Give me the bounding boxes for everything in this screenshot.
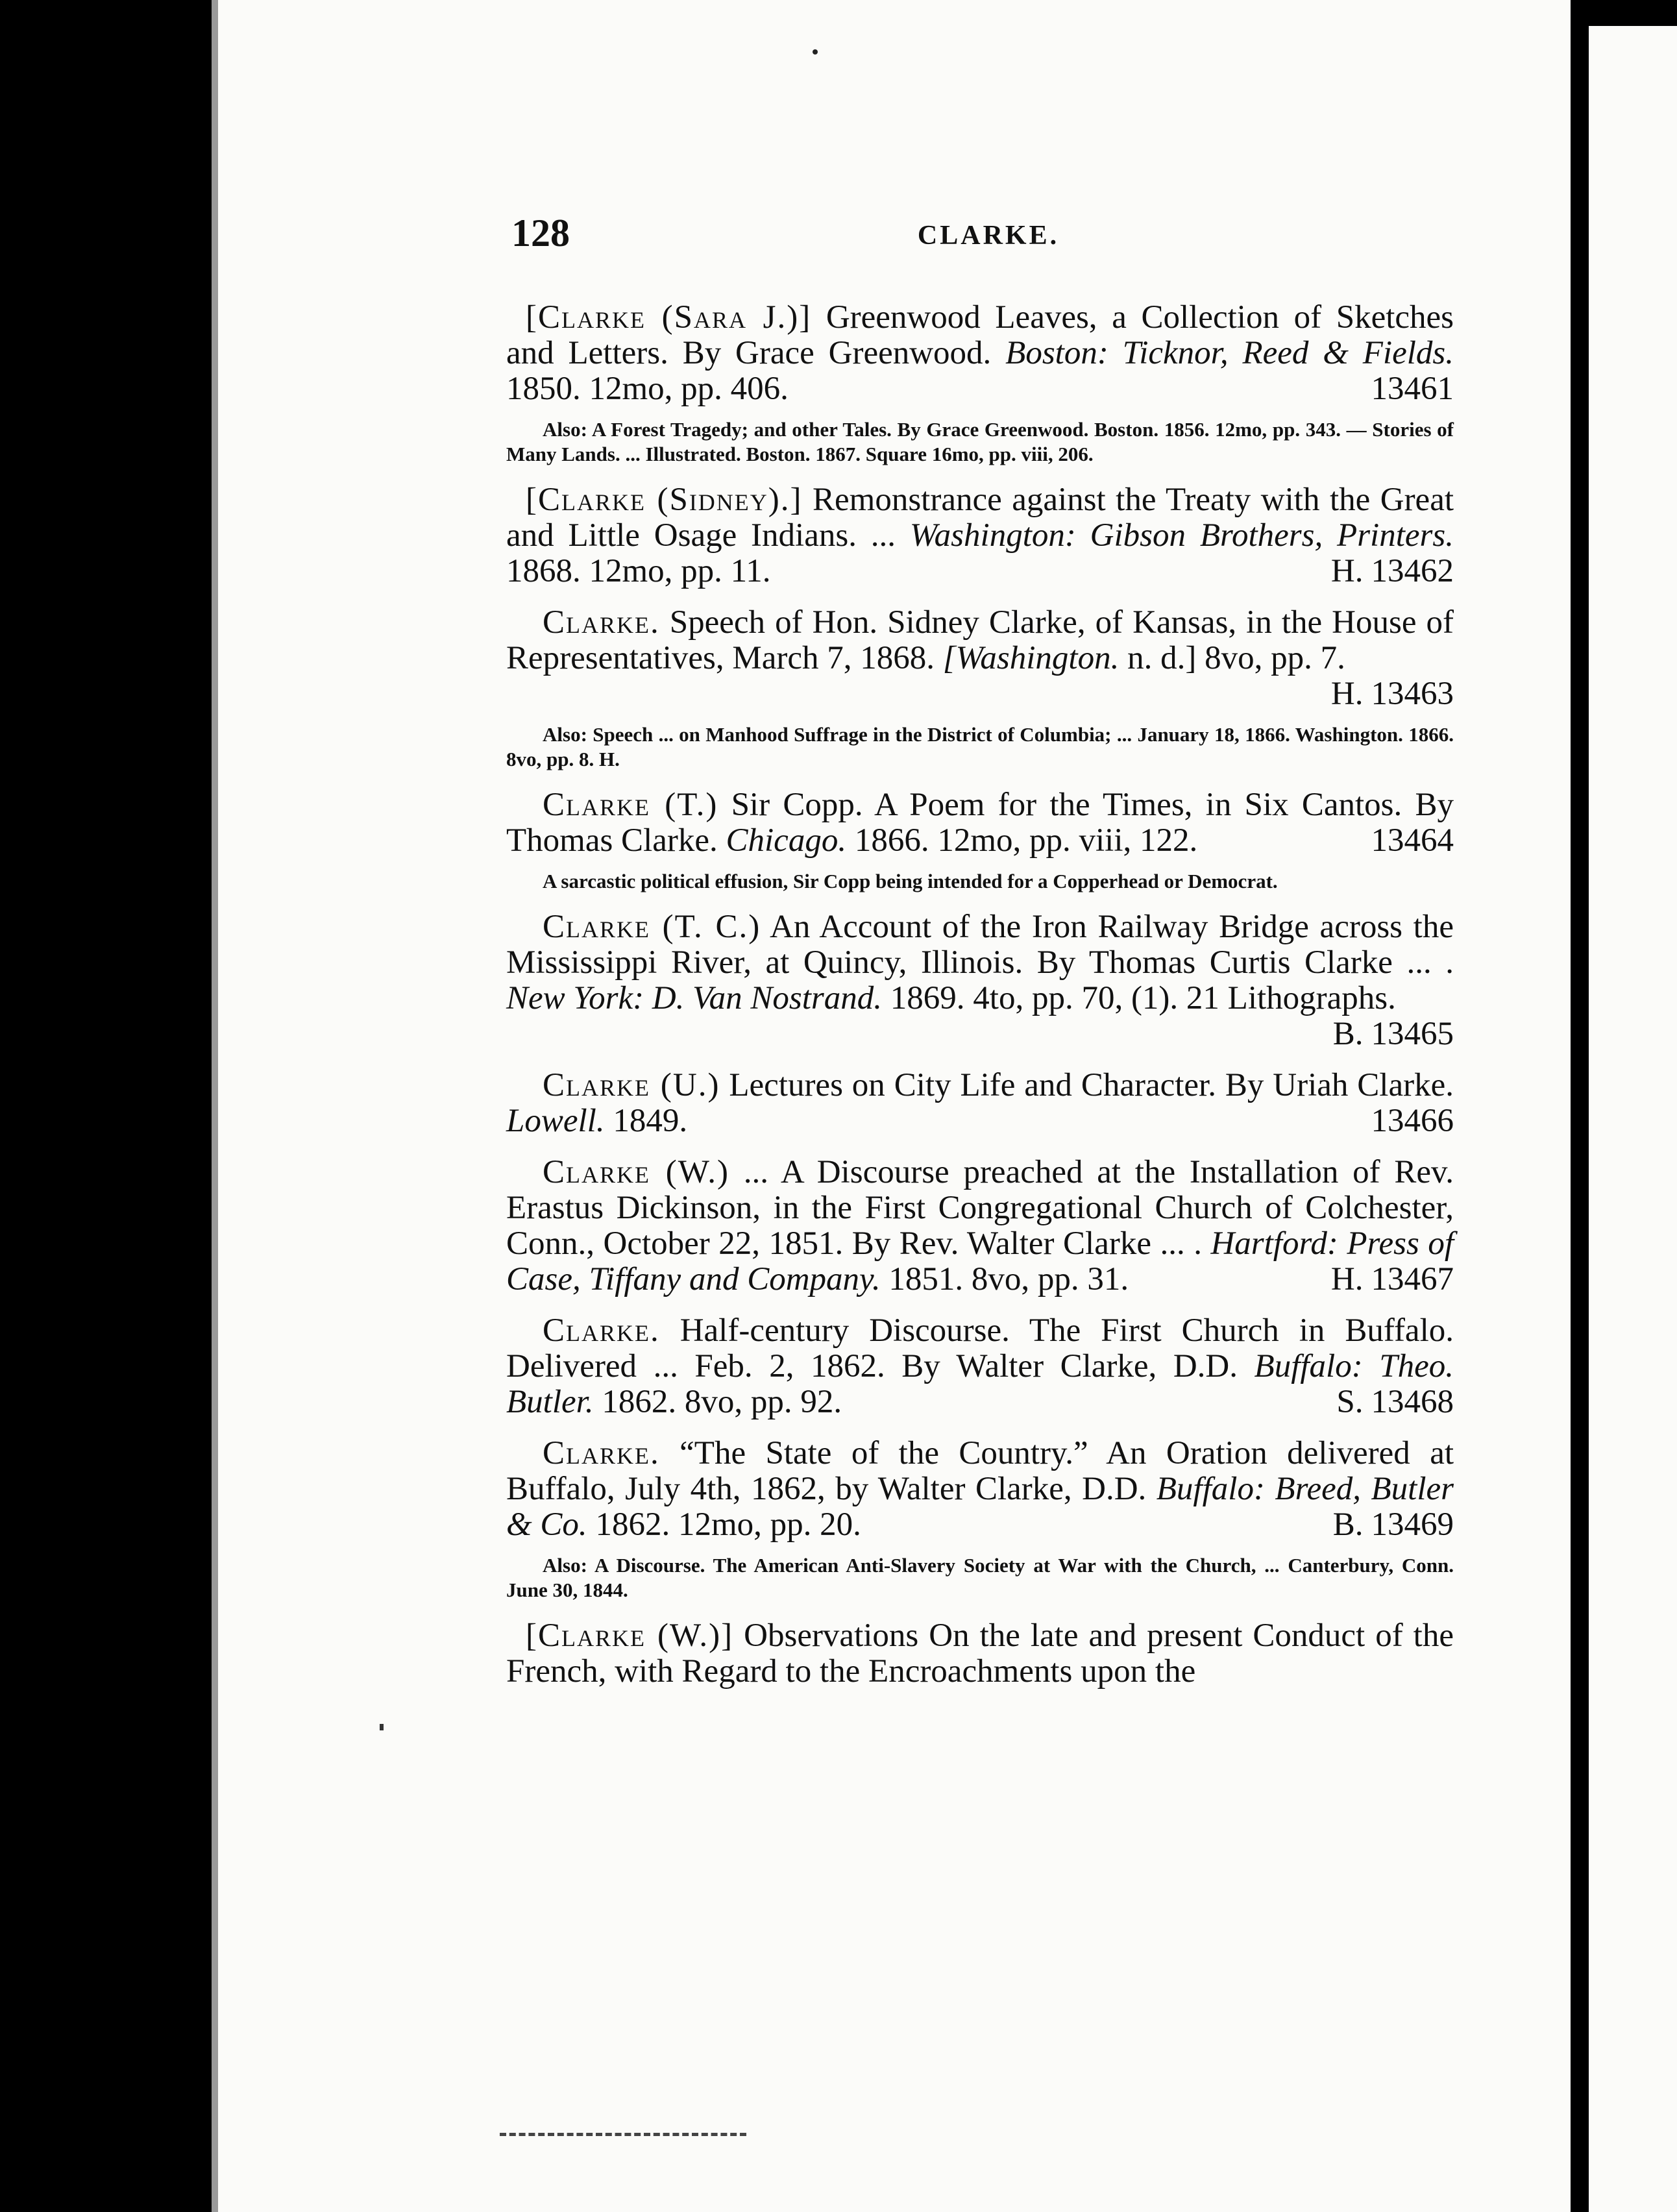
entry-body (506, 482, 1454, 589)
library-code: H. (1330, 1261, 1364, 1297)
entry-title: Observations On the late and present Conduct of the French, with Regard to the Encroachments upon the (506, 1617, 1454, 1690)
entry-imprint: Hartford: Press of Case, Tiffany and Company. (506, 1225, 1454, 1297)
entry-title: An Account of the Iron Railway Bridge across the Mississippi River, at Quincy, Illinois. By Thomas Curtis Clarke ... . (506, 909, 1454, 981)
bibliography-entry (506, 909, 1454, 1052)
entry-details: 1869. 4to, pp. 70, (1). 21 Lithographs. (882, 980, 1396, 1016)
facing-page-edge (1589, 26, 1677, 2212)
entry-details: 1868. 12mo, pp. 11. (506, 553, 771, 589)
catalog-number: 13466 (1371, 1103, 1454, 1139)
entry-title: “The State of the Country.” An Oration delivered at Buffalo, July 4th, 1862, by Walter Clarke, D.D. (506, 1435, 1454, 1507)
entry-body (506, 1436, 1454, 1543)
entry-heading: [Clarke (Sidney).] (526, 482, 803, 518)
library-code: S. (1336, 1384, 1364, 1420)
bibliography-entry (506, 787, 1454, 894)
entry-details: 1862. 8vo, pp. 92. (593, 1384, 842, 1420)
bibliography-entry (506, 1618, 1454, 1690)
catalog-number: 13464 (1371, 822, 1454, 859)
entry-number (1295, 676, 1454, 712)
bibliography-entry (506, 1313, 1454, 1420)
catalog-number: 13467 (1371, 1261, 1454, 1297)
bibliography-entry (506, 482, 1454, 589)
catalog-number: 13462 (1371, 553, 1454, 589)
scan-speck (813, 49, 818, 55)
page-header (511, 211, 1465, 269)
entry-heading: Clarke (W.) (543, 1154, 729, 1190)
entry-imprint: Buffalo: Breed, Butler & Co. (506, 1471, 1454, 1543)
bibliography-entry (506, 1436, 1454, 1603)
catalog-number: 13469 (1371, 1506, 1454, 1543)
entry-imprint: Boston: Ticknor, Reed & Fields. (1005, 335, 1454, 371)
bibliography-entry (506, 1155, 1454, 1297)
library-code: H. (1330, 676, 1364, 712)
entry-imprint: Washington: Gibson Brothers, Printers. (909, 517, 1454, 554)
entry-number (1300, 1384, 1454, 1420)
entry-heading: [Clarke (Sara J.)] (526, 299, 812, 336)
bibliography-entries (506, 300, 1454, 1705)
library-code: B. (1332, 1016, 1364, 1052)
entry-title: Remonstrance against the Treaty with the Great and Little Osage Indians. ... (506, 482, 1454, 554)
entry-body (506, 909, 1454, 1052)
library-code: H. (1330, 553, 1364, 589)
entry-body (506, 1618, 1454, 1690)
entry-heading: Clarke (T. C.) (543, 909, 761, 945)
entry-title: Half-century Discourse. The First Church in Buffalo. Delivered ... Feb. 2, 1862. By Walter Clarke, D.D. (506, 1312, 1454, 1384)
entry-title: Lectures on City Life and Character. By Uriah Clarke. (720, 1067, 1454, 1103)
entry-note: Also: A Discourse. The American Anti-Slavery Society at War with the Church, ... Canterbury, Conn. June 30, 1844. (506, 1554, 1454, 1601)
entry-imprint: Chicago. (726, 822, 847, 859)
entry-title: Sir Copp. A Poem for the Times, in Six Cantos. By Thomas Clarke. (506, 787, 1454, 859)
entry-heading: Clarke. (543, 1435, 660, 1471)
catalog-number: 13461 (1371, 371, 1454, 407)
entry-heading: Clarke (T.) (543, 787, 718, 823)
entry-body (506, 300, 1454, 407)
entry-heading: Clarke. (543, 604, 660, 641)
entry-number (1295, 1262, 1454, 1297)
entry-details: 1849. (604, 1103, 688, 1139)
bibliography-entry (506, 1068, 1454, 1139)
entry-title: ... A Discourse preached at the Installation of Rev. Erastus Dickinson, in the First Congregational Church of Colchester, Conn., October 22, 1851. By Rev. Walter Clarke ... . (506, 1154, 1454, 1262)
entry-imprint: Lowell. (506, 1103, 605, 1139)
entry-body (506, 1068, 1454, 1139)
entry-heading: [Clarke (W.)] (526, 1617, 734, 1654)
entry-body (506, 787, 1454, 859)
page-number: 128 (511, 212, 570, 254)
entry-details: 1866. 12mo, pp. viii, 122. (846, 822, 1198, 859)
entry-number (1335, 1103, 1454, 1139)
entry-imprint: [Washington. (942, 640, 1120, 676)
entry-note: A sarcastic political effusion, Sir Copp being intended for a Copperhead or Democrat. (543, 870, 1278, 892)
bibliography-entry (506, 300, 1454, 467)
running-head: CLARKE. (917, 221, 1060, 251)
entry-number (1297, 1507, 1454, 1543)
entry-heading: Clarke (U.) (543, 1067, 720, 1103)
entry-note: Also: A Forest Tragedy; and other Tales. By Grace Greenwood. Boston. 1856. 12mo, pp. 343. — Stories of Many Lands. ... Illustrated. Boston. 1867. Square 16mo, pp. viii, 206. (506, 418, 1454, 465)
entry-body (506, 1313, 1454, 1420)
library-code: B. (1332, 1506, 1364, 1543)
bibliography-entry (506, 605, 1454, 772)
entry-body (506, 1155, 1454, 1297)
entry-title: Greenwood Leaves, a Collection of Sketches and Letters. By Grace Greenwood. (506, 299, 1454, 371)
entry-number (1335, 823, 1454, 859)
entry-details: 1862. 12mo, pp. 20. (587, 1506, 861, 1543)
scan-speck (380, 1724, 384, 1730)
catalog-number: 13468 (1371, 1384, 1454, 1420)
scan-artifact (500, 2124, 746, 2136)
entry-number (1297, 1016, 1454, 1052)
entry-body (506, 605, 1454, 712)
entry-details: 1850. 12mo, pp. 406. (506, 371, 789, 407)
entry-title: Speech of Hon. Sidney Clarke, of Kansas, in the House of Representatives, March 7, 1868. (506, 604, 1454, 676)
entry-number (1352, 371, 1454, 407)
entry-imprint: New York: D. Van Nostrand. (506, 980, 883, 1016)
entry-details: n. d.] 8vo, pp. 7. (1119, 640, 1345, 676)
entry-heading: Clarke. (543, 1312, 660, 1349)
entry-number (1312, 554, 1454, 589)
catalog-number: 13465 (1371, 1016, 1454, 1052)
entry-note: Also: Speech ... on Manhood Suffrage in the District of Columbia; ... January 18, 1866. Washington. 1866. 8vo, pp. 8. H. (506, 723, 1454, 770)
catalog-number: 13463 (1371, 676, 1454, 712)
entry-details: 1851. 8vo, pp. 31. (880, 1261, 1129, 1297)
entry-imprint: Buffalo: Theo. Butler. (506, 1348, 1454, 1420)
